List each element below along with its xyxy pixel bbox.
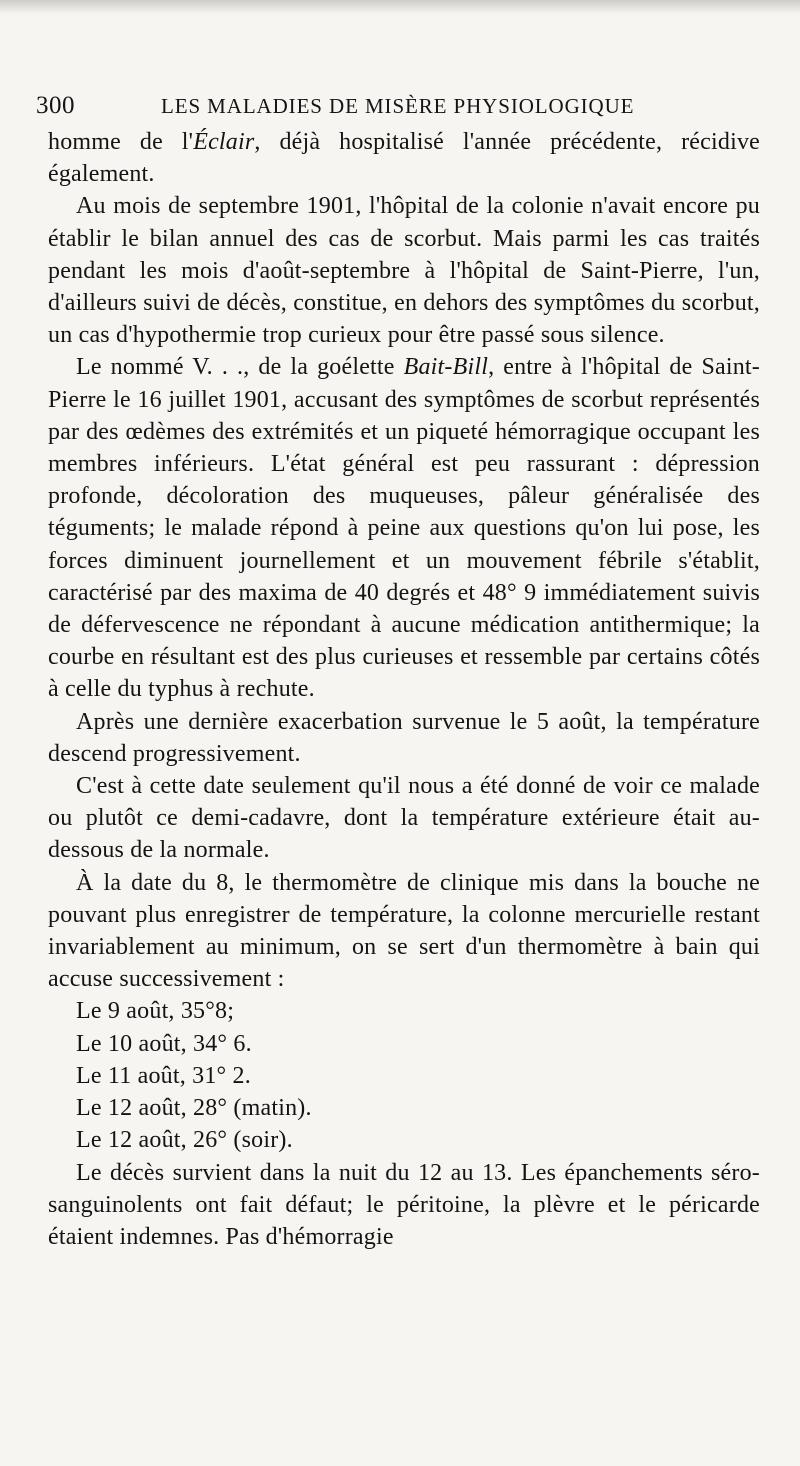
text-run: , déjà hospitalisé l'année précédente, récidive également. [48,129,760,188]
running-title: LES MALADIES DE MISÈRE PHYSIOLOGIQUE [161,94,635,118]
temperature-entry: Le 10 août, 34° 6. [76,1030,252,1057]
temperature-entry: Le 11 août, 31° 2. [76,1062,251,1089]
temperature-entry: Le 12 août, 26° (soir). [76,1127,293,1154]
text-run: Le nommé V. . ., de la goélette [76,354,404,381]
temperature-entry: Le 12 août, 28° (matin). [76,1095,312,1122]
page-number: 300 [36,92,75,119]
paragraph [48,351,760,705]
text-run: , entre à l'hôpital de Saint-Pierre le 16 juillet 1901, accusant des symptômes de scorbut représentés par des œdèmes des extrémités et un piqueté hémorragique occupant les membres inférieurs. L'état général est peu rassurant : dépression profonde, décoloration des muqueuses, pâleur généralisée des téguments; le malade répond à peine aux questions qu'on lui pose, les forces diminuent journellement et un mouvement fébrile s'établit, caractérisé par des maxima de 40 degrés et 48° 9 immédiatement suivis de défervescence ne répondant à aucune médication antithermique; la courbe en résultant est des plus curieuses et ressemble par certains côtés à celle du typhus à rechute. [48,354,760,703]
paragraph: À la date du 8, le thermomètre de clinique mis dans la bouche ne pouvant plus enregistrer de température, la colonne mercurielle restant invariablement au minimum, on se sert d'un thermomètre à bain qui accuse successivement : [48,869,760,993]
paragraph: C'est à cette date seulement qu'il nous a été donné de voir ce malade ou plutôt ce demi-cadavre, dont la température extérieure était au-dessous de la normale. [48,773,760,864]
temperature-entry: Le 9 août, 35°8; [76,998,235,1025]
paragraph: Au mois de septembre 1901, l'hôpital de la colonie n'avait encore pu établir le bilan annuel des cas de scorbut. Mais parmi les cas traités pendant les mois d'août-septembre à l'hôpital de Saint-Pierre, l'un, d'ailleurs suivi de décès, constitue, en dehors des symptômes du scorbut, un cas d'hypothermie trop curieux pour être passé sous silence. [48,193,760,349]
ship-name: Bait-Bill [403,354,489,381]
body-text [48,126,760,1253]
scan-edge [0,0,800,14]
paragraph: Après une dernière exacerbation survenue le 5 août, la température descend progressivement. [48,708,760,767]
paragraph: Le décès survient dans la nuit du 12 au 13. Les épanchements séro-sanguinolents ont fait défaut; le péritoine, la plèvre et le péricarde étaient indemnes. Pas d'hémorragie [48,1159,760,1250]
paragraph-continuation [48,126,760,190]
ship-name: Éclair [193,129,255,155]
text-run: homme de l' [48,129,194,155]
page-header [36,92,760,122]
